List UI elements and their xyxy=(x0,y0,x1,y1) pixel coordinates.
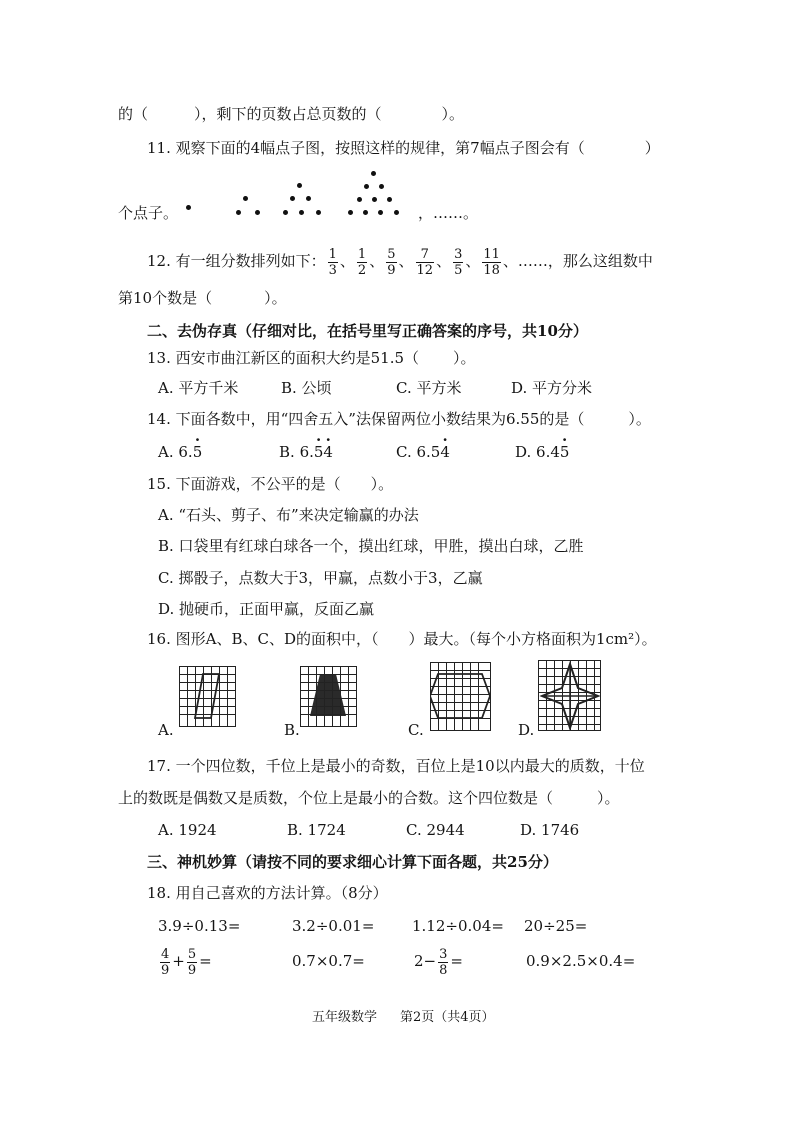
q13-line xyxy=(147,348,476,368)
q16-text: 16. 图形A、B、C、D的面积中，（ xyxy=(147,630,379,648)
dot xyxy=(357,197,362,202)
fraction-3-8: $\frac{3}{8}$ xyxy=(439,946,448,978)
top-text-b: ），剩下的页数占总页数的（ xyxy=(194,105,382,123)
q13-option-c: C. 平方米 xyxy=(396,379,462,397)
q12-close: ）。 xyxy=(264,289,287,307)
dot xyxy=(363,210,368,215)
q16-tail: ）最大。（每个小方格面积为1cm²）。 xyxy=(408,630,657,648)
q17-option-a: A. 1924 xyxy=(158,821,217,839)
q13-close: ）。 xyxy=(453,349,476,367)
q15-option-d: D. 抛硬币，正面甲赢，反面乙赢 xyxy=(158,600,375,618)
dot xyxy=(299,210,304,215)
q17-line2 xyxy=(118,788,620,808)
calc-5: $\frac{4}{9}$ + $\frac{5}{9}$ = xyxy=(161,946,212,978)
q15-option-c: C. 掷骰子，点数大于3，甲赢，点数小于3，乙赢 xyxy=(158,569,483,587)
figure-b-grid xyxy=(300,666,358,728)
q12-text: 12. 有一组分数排列如下： xyxy=(147,252,326,270)
q15-close: ）。 xyxy=(370,475,394,493)
q17-option-d: D. 1746 xyxy=(520,821,580,839)
dot xyxy=(394,210,399,215)
figure-c-label: C. xyxy=(408,721,424,739)
fraction-5-9: $\frac{5}{9}$ xyxy=(187,946,197,978)
fraction-1-2: $\frac{1}{2}$ xyxy=(357,246,367,278)
figure-d xyxy=(538,660,602,736)
calc-4: 20÷25= xyxy=(524,917,588,935)
dot xyxy=(297,183,302,188)
figure-a-label: A. xyxy=(158,721,174,739)
q11-line2 xyxy=(118,203,178,223)
top-text-c: ）。 xyxy=(441,105,465,123)
q16-line xyxy=(147,629,657,649)
q18-line: 18. 用自己喜欢的方法计算。（8分） xyxy=(147,884,388,902)
q17-option-b: B. 1724 xyxy=(287,821,346,839)
fraction-5-9: $\frac{5}{9}$ xyxy=(387,246,396,278)
dot xyxy=(379,184,384,189)
fraction-7-12: $\frac{7}{12}$ xyxy=(416,246,434,278)
q14-option-a: A. 6.· 5 xyxy=(158,442,202,462)
fraction-4-9: $\frac{4}{9}$ xyxy=(161,946,170,978)
q17-close: ）。 xyxy=(597,789,620,807)
calc-8: 0.9×2.5×0.4= xyxy=(526,952,636,970)
dot xyxy=(316,210,321,215)
dot xyxy=(372,197,377,202)
figure-c-grid xyxy=(430,662,492,732)
q13-text: 13. 西安市曲江新区的面积大约是51.5（ xyxy=(147,349,420,367)
q17-option-c: C. 2944 xyxy=(406,821,465,839)
calc-7: 2− $\frac{3}{8}$ = xyxy=(414,946,463,978)
figure-d-grid xyxy=(538,660,602,732)
dot xyxy=(186,205,191,210)
q15-line xyxy=(147,474,393,494)
dot xyxy=(255,210,260,215)
q11-close: ） xyxy=(644,139,660,157)
fraction-3-5: $\frac{3}{5}$ xyxy=(454,246,463,278)
q11-tail-a: 个点子。 xyxy=(118,204,179,222)
q14-text: 14. 下面各数中，用“四舍五入”法保留两位小数结果为6.55的是（ xyxy=(147,410,585,428)
q15-text: 15. 下面游戏，不公平的是（ xyxy=(147,475,341,493)
q14-line xyxy=(147,409,651,429)
q12-tail: 、……，那么这组数中 xyxy=(502,252,653,270)
q12-line: 12. 有一组分数排列如下： $\frac{1}{3}$ 、 $\frac{1}{2}$ 、 $\frac{5}{9}$ 、 $\frac{7}{12}$ 、 $\frac{3}{5}$ 、 $\frac{11}{18}$ 、……，那么这组数中 xyxy=(147,246,653,278)
q13-option-b: B. 公顷 xyxy=(281,379,332,397)
figure-a-grid xyxy=(179,666,237,728)
q12-line2 xyxy=(118,288,287,308)
top-text-a: 的（ xyxy=(118,105,149,123)
section-2-heading: 二、去伪存真（仔细对比，在括号里写正确答案的序号，共10分） xyxy=(147,322,588,340)
section-3-heading: 三、神机妙算（请按不同的要求细心计算下面各题，共25分） xyxy=(147,853,558,871)
top-line xyxy=(118,104,464,124)
q17-text: 17. 一个四位数，千位上是最小的奇数，百位上是10以内最大的质数，十位 xyxy=(147,757,645,775)
q14-option-b: B. 6.· 5· 4 xyxy=(279,442,333,462)
q17-text2: 上的数既是偶数又是质数，个位上是最小的合数。这个四位数是（ xyxy=(118,789,554,807)
dot xyxy=(290,196,295,201)
q14-option-d: D. 6.4· 5 xyxy=(515,442,569,462)
q17-line xyxy=(147,756,645,776)
figure-a xyxy=(179,666,237,732)
calc-3: 1.12÷0.04= xyxy=(412,917,504,935)
footer-subject: 五年级数学 xyxy=(312,1010,378,1025)
q15-option-b: B. 口袋里有红球白球各一个，摸出红球，甲胜，摸出白球，乙胜 xyxy=(158,537,584,555)
dot xyxy=(378,210,383,215)
dot xyxy=(236,210,241,215)
dot xyxy=(371,171,376,176)
fraction-11-18: $\frac{11}{18}$ xyxy=(483,246,500,278)
q12-text2: 第10个数是（ xyxy=(118,289,213,307)
q11-ellipsis xyxy=(418,203,478,223)
figure-b xyxy=(300,666,358,732)
q13-option-a: A. 平方千米 xyxy=(158,379,239,397)
q11-text: 11. 观察下面的4幅点子图，按照这样的规律，第7幅点子图会有（ xyxy=(147,139,585,157)
dot xyxy=(387,197,392,202)
figure-d-label: D. xyxy=(518,721,535,739)
figure-b-label: B. xyxy=(284,721,300,739)
q15-option-a: A. “石头、剪子、布”来决定输赢的办法 xyxy=(158,506,419,524)
dot xyxy=(364,184,369,189)
q11-line xyxy=(147,138,660,158)
q14-option-c: C. 6.5· 4 xyxy=(396,442,450,462)
footer-page: 第2页（共4页） xyxy=(400,1010,495,1025)
calc-2: 3.2÷0.01= xyxy=(292,917,375,935)
calc-6: 0.7×0.7= xyxy=(292,952,365,970)
calc-1: 3.9÷0.13= xyxy=(158,917,241,935)
dot xyxy=(243,196,248,201)
fraction-1-3: $\frac{1}{3}$ xyxy=(328,246,337,278)
figure-c xyxy=(430,662,492,736)
dot xyxy=(348,210,353,215)
q13-option-d: D. 平方分米 xyxy=(511,379,593,397)
dot xyxy=(283,210,288,215)
q14-close: ）。 xyxy=(628,410,651,428)
dot xyxy=(306,196,311,201)
q11-tail-d: ，……。 xyxy=(418,204,479,222)
